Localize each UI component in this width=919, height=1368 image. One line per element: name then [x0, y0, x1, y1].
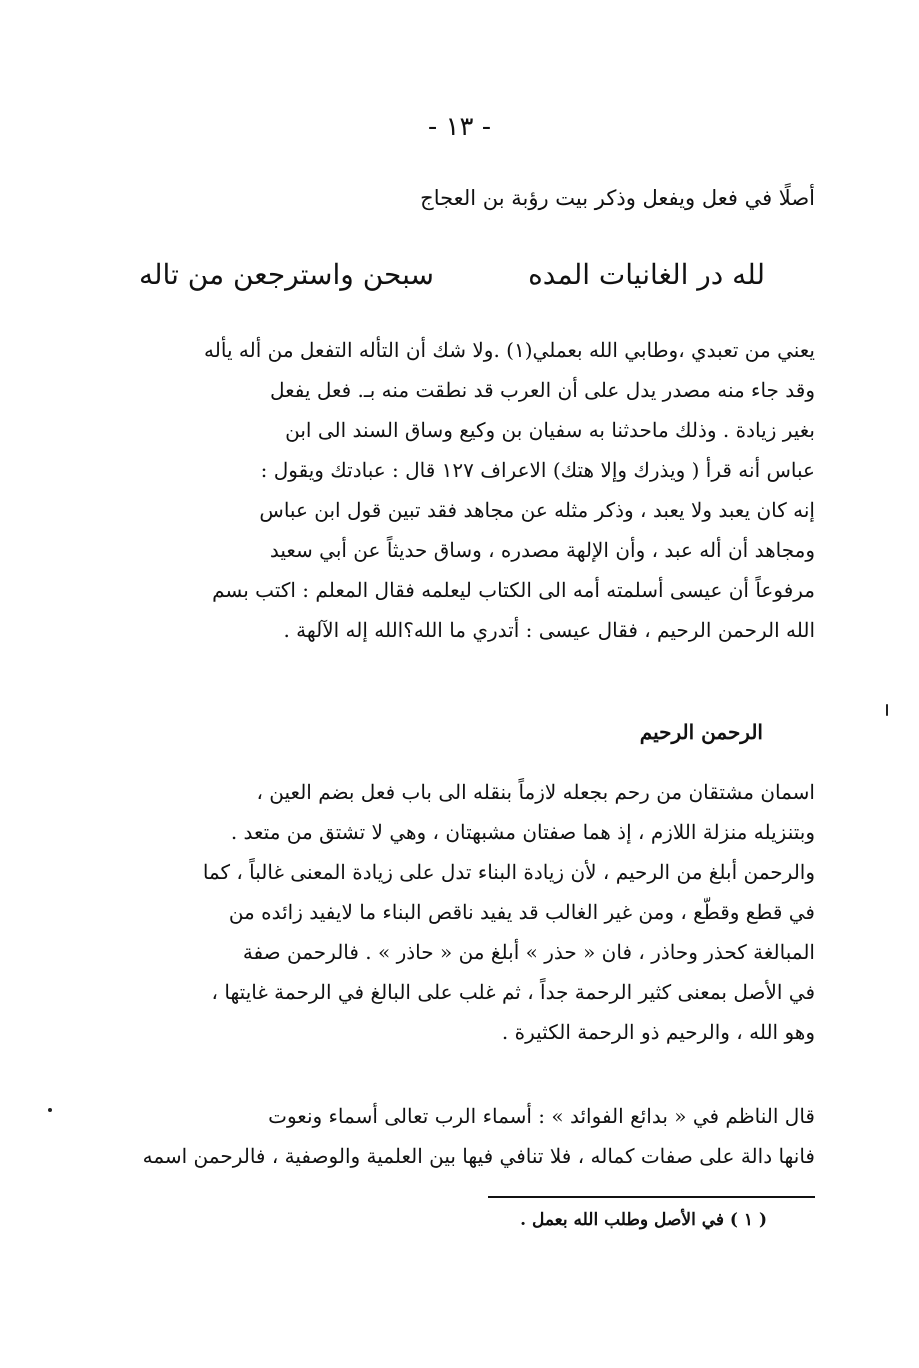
paragraph-badai-al-fawaid — [97, 1096, 815, 1176]
text-line: اسمان مشتقان من رحم بجعله لازماً بنقله الى باب فعل بضم العين ، — [256, 780, 815, 804]
text-line: وهو الله ، والرحيم ذو الرحمة الكثيرة . — [501, 1020, 815, 1044]
margin-mark — [886, 704, 888, 716]
footnote: ( ١ ) في الأصل وطلب الله بعمل . — [520, 1210, 767, 1230]
paragraph-rahman-rahim — [97, 772, 815, 1052]
text-line: مرفوعاً أن عيسى أسلمته أمه الى الكتاب ليعلمه فقال المعلم : اكتب بسم — [212, 578, 815, 602]
verse-second-hemistich: سبحن واسترجعن من تاله — [139, 258, 434, 291]
text-line: في الأصل بمعنى كثير الرحمة جداً ، ثم غلب على البالغ في الرحمة غايتها ، — [211, 980, 815, 1004]
text-line: ومجاهد أن أله عبد ، وأن الإلهة مصدره ، وساق حديثاً عن أبي سعيد — [269, 538, 815, 562]
page-number: - ١٣ - — [427, 112, 492, 142]
margin-mark — [48, 1108, 52, 1112]
text-line: وبتنزيله منزلة اللازم ، إذ هما صفتان مشبهتان ، وهي لا تشتق من متعد . — [230, 820, 815, 844]
text-line: الله الرحمن الرحيم ، فقال عيسى : أتدري ما الله؟الله إله الآلهة . — [283, 618, 815, 642]
paragraph-ta-alluh — [97, 330, 815, 650]
intro-line: أصلًا في فعل ويفعل وذكر بيت رؤبة بن العجاج — [420, 186, 815, 210]
section-heading: الرحمن الرحيم — [639, 720, 763, 744]
text-line: بغير زيادة . وذلك ماحدثنا به سفيان بن وكيع وساق السند الى ابن — [285, 418, 815, 442]
text-line: وقد جاء منه مصدر يدل على أن العرب قد نطقت منه بـ. فعل يفعل — [269, 378, 815, 402]
verse-first-hemistich: لله در الغانيات المده — [528, 258, 765, 291]
footnote-divider — [488, 1196, 815, 1198]
text-line: قال الناظم في « بدائع الفوائد » : أسماء الرب تعالى أسماء ونعوت — [268, 1104, 815, 1128]
text-line: يعني من تعبدي ،وطابي الله بعملي(١) .ولا شك أن التأله التفعل من أله يأله — [204, 338, 815, 362]
text-line: في قطع وقطّع ، ومن غير الغالب قد يفيد ناقص البناء ما لايفيد زائده من — [228, 900, 815, 924]
text-line: إنه كان يعبد ولا يعبد ، وذكر مثله عن مجاهد فقد تبين قول ابن عباس — [259, 498, 815, 522]
text-line: فانها دالة على صفات كماله ، فلا تنافي فيها بين العلمية والوصفية ، فالرحمن اسمه — [142, 1144, 815, 1168]
text-line: والرحمن أبلغ من الرحيم ، لأن زيادة البناء تدل على زيادة المعنى غالباً ، كما — [202, 860, 815, 884]
text-line: عباس أنه قرأ ( ويذرك وإلا هتك) الاعراف ١٢٧ قال : عبادتك ويقول : — [260, 458, 815, 482]
text-line: المبالغة كحذر وحاذر ، فان « حذر » أبلغ من « حاذر » . فالرحمن صفة — [242, 940, 815, 964]
